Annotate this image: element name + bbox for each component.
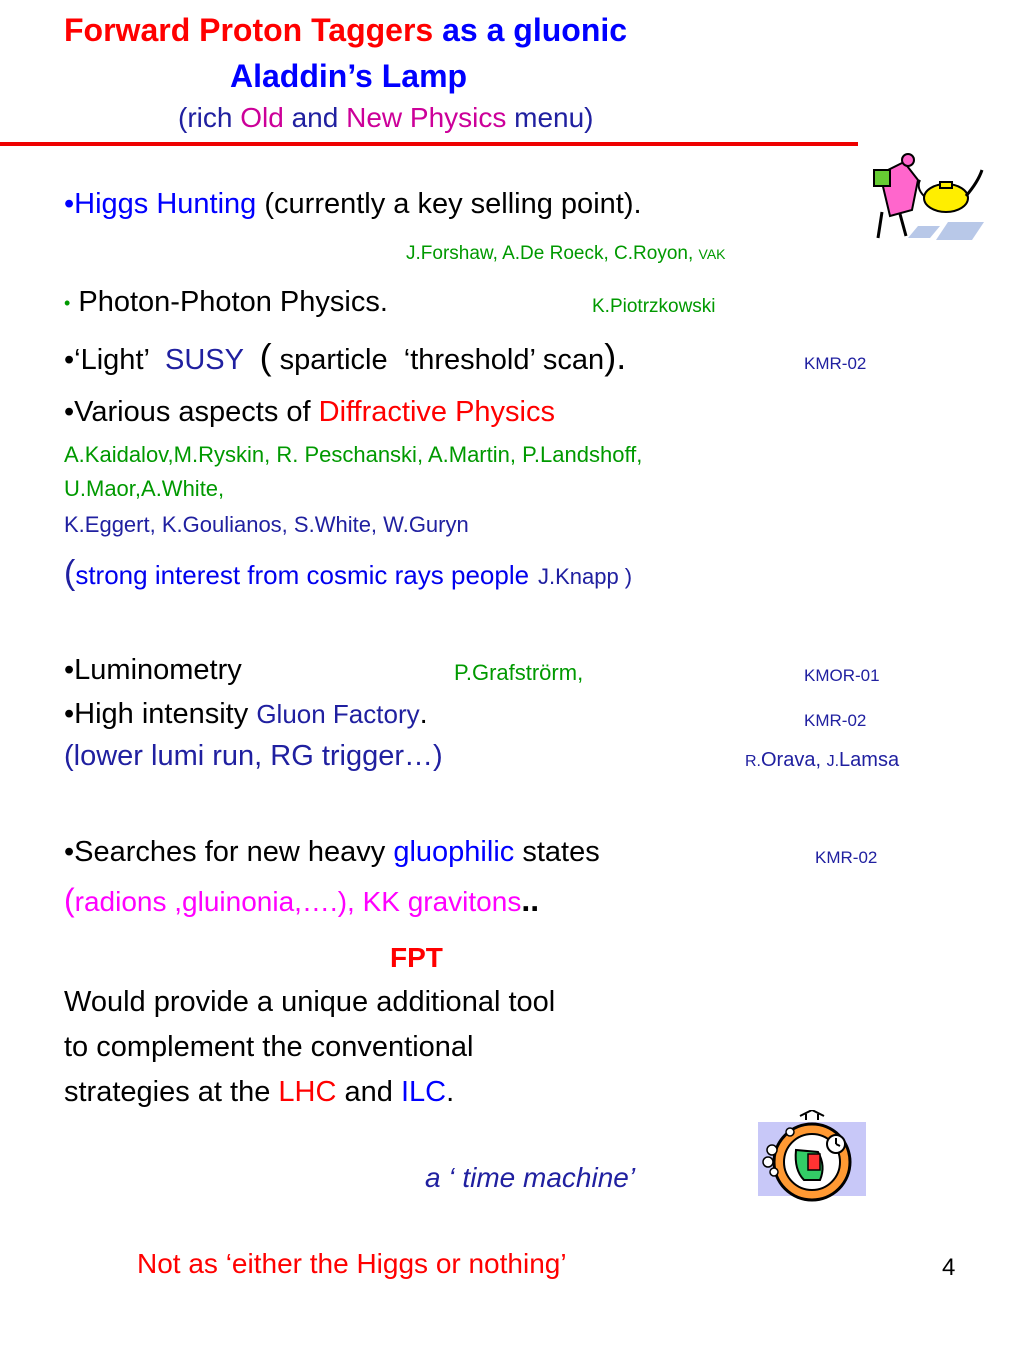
gluon-highlight: Gluon Factory: [256, 699, 420, 729]
genie-with-lamp-icon: [860, 152, 984, 244]
item-diffractive: [64, 396, 555, 429]
bullet: •: [64, 292, 71, 313]
gluon-ref: KMR-02: [804, 711, 867, 730]
fpt-line-1: Would provide a unique additional tool: [64, 986, 556, 1018]
subtitle: [178, 102, 594, 134]
fpt-line-3: [64, 1076, 454, 1109]
title-line-1: [64, 12, 627, 49]
bullet: •: [64, 836, 75, 868]
susy-paren-close: ).: [604, 336, 627, 377]
susy-threshold: ‘threshold’ scan: [403, 344, 605, 376]
subtitle-open: (rich: [178, 102, 233, 133]
diffractive-names-2: U.Maor,A.White,: [64, 476, 225, 501]
lumi-label: Luminometry: [74, 654, 242, 686]
searches-sub: [64, 882, 539, 919]
bullet: •: [64, 654, 75, 686]
gluon-ref-2-pre2: J.: [826, 753, 840, 770]
fpt-ilc: ILC: [400, 1076, 447, 1108]
fpt-line-3-pre: strategies at the: [64, 1076, 271, 1108]
cosmic-paren: (: [64, 554, 76, 592]
searches-label: Searches for new heavy: [74, 836, 386, 868]
bullet: •: [64, 698, 75, 730]
cosmic-text: strong interest from cosmic rays people: [75, 560, 530, 590]
subtitle-and: and: [291, 102, 339, 133]
higgs-refs: [406, 243, 726, 265]
lumi-ref-1: P.Grafströrm,: [454, 660, 584, 685]
bullet: •: [64, 396, 75, 428]
subtitle-close: menu): [514, 102, 594, 133]
item-susy: [64, 336, 626, 378]
title-red: Forward Proton Taggers: [64, 12, 434, 48]
diffractive-highlight: Diffractive Physics: [318, 396, 556, 428]
higgs-label: Higgs Hunting: [74, 188, 257, 220]
fpt-lhc: LHC: [278, 1076, 337, 1108]
fpt-heading: FPT: [390, 942, 443, 973]
item-lumi: [64, 654, 242, 687]
gluon-dot: .: [419, 698, 428, 730]
searches-highlight: gluophilic: [393, 836, 515, 868]
bullet: •: [64, 344, 75, 376]
fpt-period: .: [446, 1076, 455, 1108]
subtitle-new: New Physics: [346, 102, 507, 133]
item-gluon: [64, 698, 428, 731]
diffractive-names-1: A.Kaidalov,M.Ryskin, R. Peschanski, A.Martin, P.Landshoff,: [64, 442, 643, 467]
cosmic-line: [64, 554, 632, 593]
title-blue: as a gluonic: [442, 12, 628, 48]
susy-ref: KMR-02: [804, 354, 867, 373]
title-divider: [0, 142, 858, 146]
time-machine-label: a ‘ time machine’: [425, 1162, 636, 1193]
photon-ref: K.Piotrzkowski: [592, 296, 716, 317]
susy-quote: ‘: [74, 344, 81, 376]
photon-label: Photon-Photon Physics.: [78, 286, 388, 318]
subtitle-old: Old: [240, 102, 284, 133]
gluon-sub: (lower lumi run, RG trigger…): [64, 740, 443, 772]
searches-sub-text: radions ,gluinonia,….), KK gravitons: [74, 886, 522, 917]
searches-sub-open: (: [64, 882, 75, 918]
higgs-rest: (currently a key selling point).: [264, 188, 642, 220]
title-line-2: Aladdin’s Lamp: [230, 58, 468, 94]
higgs-refs-small: VAK: [698, 246, 726, 262]
susy-paren-open: (: [259, 336, 272, 377]
diffractive-label: Various aspects of: [74, 396, 311, 428]
fpt-and: and: [344, 1076, 393, 1108]
susy-sparticle: sparticle: [279, 344, 388, 376]
footer-statement: Not as ‘either the Higgs or nothing’: [137, 1248, 567, 1279]
susy-label: SUSY: [165, 344, 244, 376]
searches-rest: states: [522, 836, 600, 868]
higgs-refs-text: J.Forshaw, A.De Roeck, C.Royon,: [406, 243, 694, 264]
gluon-ref-2-mid: Orava,: [761, 749, 827, 771]
searches-ref: KMR-02: [815, 848, 878, 867]
gluon-label: High intensity: [74, 698, 249, 730]
susy-light: Light’: [80, 344, 149, 376]
item-photon: [64, 286, 388, 319]
lumi-ref-2: KMOR-01: [804, 666, 880, 685]
gluon-ref-2: [745, 749, 899, 772]
diffractive-names-3: K.Eggert, K.Goulianos, S.White, W.Guryn: [64, 512, 469, 537]
bullet: •: [64, 188, 75, 220]
fpt-line-2: to complement the conventional: [64, 1031, 474, 1063]
cosmic-ref: J.Knapp ): [537, 564, 633, 589]
gluon-ref-2-end: Lamsa: [839, 749, 900, 771]
item-searches: [64, 836, 600, 869]
page-number: 4: [942, 1254, 956, 1281]
gluon-ref-2-pre: R.: [745, 753, 761, 770]
item-higgs: [64, 188, 642, 221]
clock-robot-icon: [758, 1110, 866, 1210]
searches-sub-close: ..: [521, 882, 540, 918]
